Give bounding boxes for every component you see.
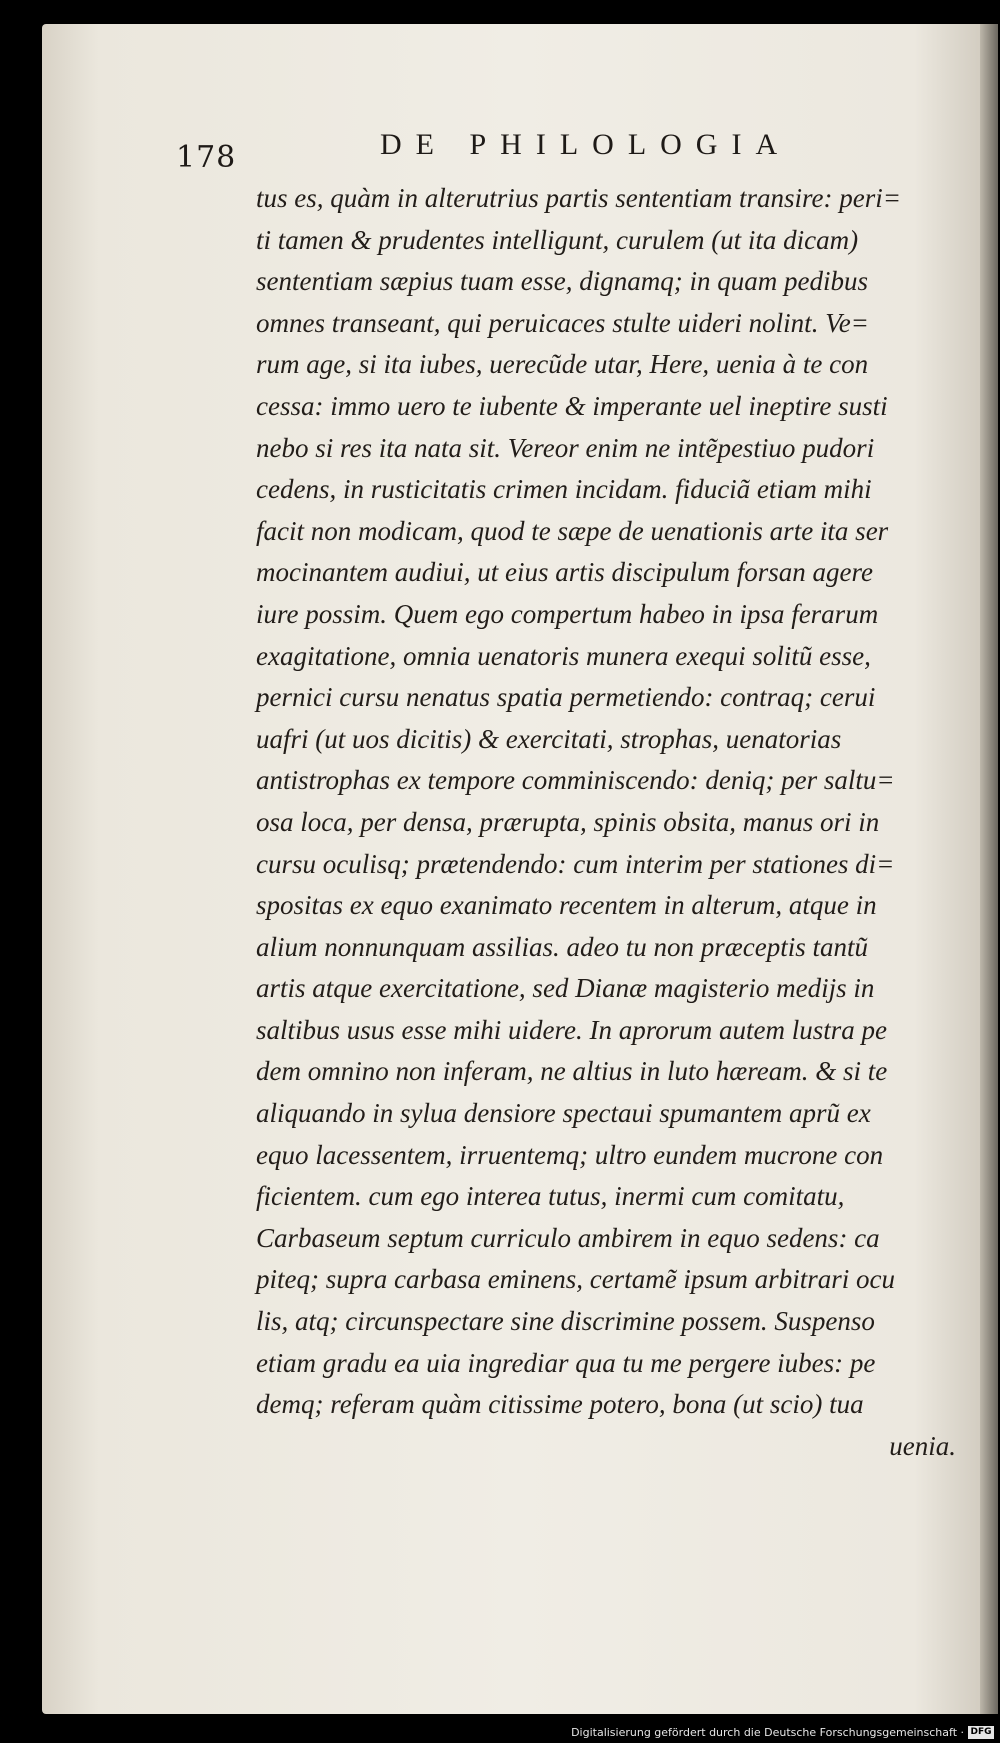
text-line: demq; referam quàm citissime potero, bona (ut scio) tua bbox=[256, 1389, 864, 1420]
text-line: lis, atq; circunspectare sine discrimine possem. Suspenso bbox=[256, 1306, 875, 1337]
text-line: osa loca, per densa, prærupta, spinis obsita, manus ori in bbox=[256, 806, 880, 837]
text-line: antistrophas ex tempore comminiscendo: deniq; per saltu= bbox=[256, 765, 895, 796]
funding-credit: Digitalisierung gefördert durch die Deutsche Forschungsgemeinschaft · bbox=[571, 1726, 964, 1739]
text-line: tus es, quàm in alterutrius partis sententiam transire: peri= bbox=[256, 183, 901, 213]
text-line: nebo si res ita nata sit. Vereor enim ne intẽpestiuo pudori bbox=[256, 432, 875, 463]
text-line: sententiam sæpius tuam esse, dignamq; in quam pedibus bbox=[256, 266, 868, 297]
text-line: omnes transeant, qui peruicaces stulte uideri nolint. Ve= bbox=[256, 307, 869, 338]
text-line: piteq; supra carbasa eminens, certamẽ ipsum arbitrari ocu bbox=[256, 1264, 895, 1295]
text-line: ti tamen & prudentes intelligunt, curulem (ut ita dicam) bbox=[256, 224, 859, 255]
body-text bbox=[256, 178, 956, 1467]
text-line: equo lacessentem, irruentemq; ultro eundem mucrone con bbox=[256, 1139, 884, 1170]
page-number: 178 bbox=[176, 140, 237, 175]
text-line: rum age, si ita iubes, uerecũde utar, Here, uenia à te con bbox=[256, 349, 869, 380]
text-line: aliquando in sylua densiore spectaui spumantem aprũ ex bbox=[256, 1098, 871, 1129]
text-line: cessa: immo uero te iubente & imperante uel ineptire susti bbox=[256, 390, 888, 421]
text-line: Carbaseum septum curriculo ambirem in equo sedens: ca bbox=[256, 1222, 880, 1253]
text-line: iure possim. Quem ego compertum habeo in ipsa ferarum bbox=[256, 598, 879, 629]
text-line: facit non modicam, quod te sæpe de uenationis arte ita ser bbox=[256, 515, 889, 546]
page-edge-shadow bbox=[980, 24, 998, 1714]
text-line: saltibus usus esse mihi uidere. In aprorum autem lustra pe bbox=[256, 1014, 887, 1045]
text-line: dem omnino non inferam, ne altius in luto hæream. & si te bbox=[256, 1056, 888, 1087]
running-head: DE PHILOLOGIA bbox=[380, 128, 792, 161]
text-line: exagitatione, omnia uenatoris munera exequi solitũ esse, bbox=[256, 640, 871, 671]
text-line: uafri (ut uos dicitis) & exercitati, strophas, uenatorias bbox=[256, 723, 842, 754]
dfg-logo: DFG bbox=[968, 1726, 994, 1739]
text-line-last: uenia. bbox=[889, 1430, 956, 1461]
text-line: etiam gradu ea uia ingrediar qua tu me pergere iubes: pe bbox=[256, 1347, 876, 1378]
text-line: cedens, in rusticitatis crimen incidam. fiduciã etiam mihi bbox=[256, 474, 872, 505]
text-line: alium nonnunquam assilias. adeo tu non præceptis tantũ bbox=[256, 931, 869, 962]
text-line: pernici cursu nenatus spatia permetiendo: contraq; cerui bbox=[256, 682, 876, 713]
text-line: cursu oculisq; prætendendo: cum interim per stationes di= bbox=[256, 848, 895, 879]
text-line: ficientem. cum ego interea tutus, inermi cum comitatu, bbox=[256, 1181, 845, 1212]
text-line: artis atque exercitatione, sed Dianæ magisterio medijs in bbox=[256, 973, 875, 1004]
text-line: mocinantem audiui, ut eius artis discipulum forsan agere bbox=[256, 557, 873, 588]
text-line: spositas ex equo exanimato recentem in alterum, atque in bbox=[256, 890, 877, 921]
